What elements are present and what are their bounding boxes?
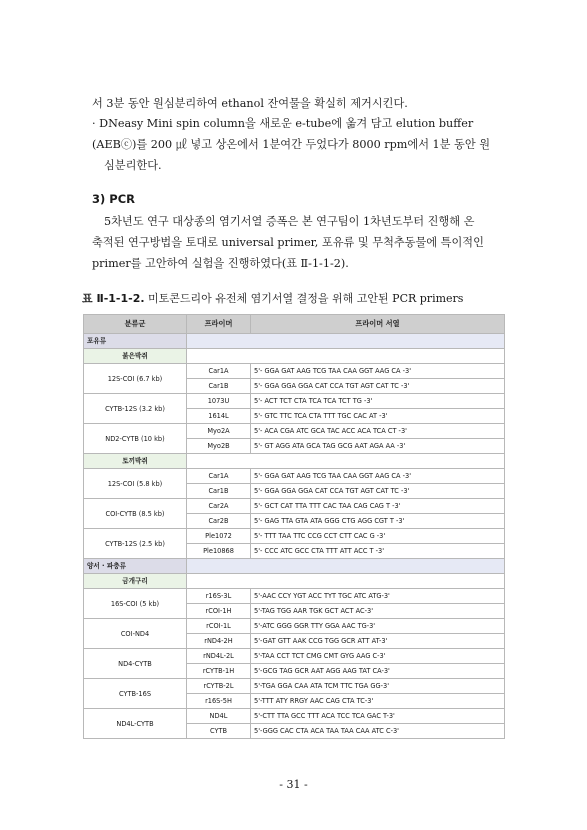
subgroup-fill-cell: [187, 349, 505, 364]
region-cell: CYTB-16S: [84, 679, 187, 709]
table-caption-text: 미토콘드리아 유전체 염기서열 결정을 위해 고안된 PCR primers: [144, 292, 464, 305]
paragraph-2-line: · DNeasy Mini spin column을 새로운 e-tube에 옮겨 담고 elution buffer: [92, 117, 474, 130]
table-caption-label: 표 Ⅱ-1-1-2.: [82, 292, 145, 305]
table-row: [84, 709, 505, 724]
table-row: [84, 469, 505, 484]
group-row: [84, 334, 505, 349]
table-caption: [82, 290, 463, 306]
header-sequence: 프라이머 서열: [251, 315, 505, 334]
group-row: [84, 559, 505, 574]
primer-sequence: 5'-GGG CAC CTA ACA TAA TAA CAA ATC C-3': [251, 724, 505, 739]
table-row: [84, 499, 505, 514]
primer-name: Ple10868: [187, 544, 251, 559]
primer-name: 1073U: [187, 394, 251, 409]
species-name: 붉은박쥐: [84, 349, 187, 364]
primer-name: Car1B: [187, 484, 251, 499]
table-row: [84, 424, 505, 439]
primer-name: Myo2B: [187, 439, 251, 454]
primer-sequence: 5'- GT AGG ATA GCA TAG GCG AAT AGA AA -3': [251, 439, 505, 454]
table-row: [84, 649, 505, 664]
paragraph-1: 서 3분 동안 원심분리하여 ethanol 잔여물을 확실히 제거시킨다.: [92, 97, 408, 110]
region-cell: CYTB-12S (2.5 kb): [84, 529, 187, 559]
group-fill-cell: [187, 559, 505, 574]
region-cell: 12S-COI (5.8 kb): [84, 469, 187, 499]
primer-table: [83, 314, 505, 739]
region-cell: CYTB-12S (3.2 kb): [84, 394, 187, 424]
region-cell: COI-ND4: [84, 619, 187, 649]
species-name: 토끼박쥐: [84, 454, 187, 469]
paragraph-3-line: 5차년도 연구 대상종의 염기서열 증폭은 본 연구팀이 1차년도부터 진행해 온: [104, 215, 475, 228]
region-cell: ND4-CYTB: [84, 649, 187, 679]
table-row: [84, 589, 505, 604]
subgroup-row: [84, 574, 505, 589]
primer-name: rCYTB-2L: [187, 679, 251, 694]
primer-name: CYTB: [187, 724, 251, 739]
primer-sequence: 5'- GGA GGA GGA CAT CCA TGT AGT CAT TC -3': [251, 379, 505, 394]
primer-name: rND4L-2L: [187, 649, 251, 664]
primer-name: rND4-2H: [187, 634, 251, 649]
primer-name: Ple1072: [187, 529, 251, 544]
region-cell: 12S-COI (6.7 kb): [84, 364, 187, 394]
table-row: [84, 679, 505, 694]
group-name: 포유류: [84, 334, 187, 349]
primer-sequence: 5'- GGA GAT AAG TCG TAA CAA GGT AAG CA -3': [251, 469, 505, 484]
table-header-row: [84, 315, 505, 334]
region-cell: ND2-CYTB (10 kb): [84, 424, 187, 454]
section-title: 3) PCR: [92, 192, 135, 206]
group-fill-cell: [187, 334, 505, 349]
primer-sequence: 5'-GAT GTT AAK CCG TGG GCR ATT AT-3': [251, 634, 505, 649]
region-cell: 16S-COI (5 kb): [84, 589, 187, 619]
primer-name: Car1A: [187, 469, 251, 484]
table-row: [84, 619, 505, 634]
table-row: [84, 529, 505, 544]
primer-sequence: 5'-TGA GGA CAA ATA TCM TTC TGA GG-3': [251, 679, 505, 694]
subgroup-row: [84, 349, 505, 364]
primer-sequence: 5'-AAC CCY YGT ACC TYT TGC ATC ATG-3': [251, 589, 505, 604]
primer-name: rCYTB-1H: [187, 664, 251, 679]
region-cell: ND4L-CYTB: [84, 709, 187, 739]
page-number: - 31 -: [279, 778, 308, 791]
primer-name: Car1B: [187, 379, 251, 394]
region-cell: COI-CYTB (8.5 kb): [84, 499, 187, 529]
subgroup-fill-cell: [187, 574, 505, 589]
primer-sequence: 5'- ACT TCT CTA TCA TCA TCT TG -3': [251, 394, 505, 409]
table-row: [84, 394, 505, 409]
primer-name: Car2B: [187, 514, 251, 529]
primer-sequence: 5'- GGA GAT AAG TCG TAA CAA GGT AAG CA -3': [251, 364, 505, 379]
table-row: [84, 364, 505, 379]
primer-name: 1614L: [187, 409, 251, 424]
primer-name: Myo2A: [187, 424, 251, 439]
primer-name: rCOI-1L: [187, 619, 251, 634]
primer-sequence: 5'- GGA GGA GGA CAT CCA TGT AGT CAT TC -3': [251, 484, 505, 499]
primer-name: Car2A: [187, 499, 251, 514]
primer-sequence: 5'-CTT TTA GCC TTT ACA TCC TCA GAC T-3': [251, 709, 505, 724]
paragraph-3-line: 축적된 연구방법을 토대로 universal primer, 포유류 및 무척추동물에 특이적인: [92, 236, 484, 249]
paragraph-2-line: (AEBⓒ)를 200 ㎕ 넣고 상온에서 1분여간 두었다가 8000 rpm에서 1분 동안 원: [92, 138, 491, 151]
group-name: 양서 · 파충류: [84, 559, 187, 574]
primer-sequence: 5'-TTT ATY RRGY AAC CAG CTA TC-3': [251, 694, 505, 709]
primer-sequence: 5'-GCG TAG GCR AAT AGG AAG TAT CA-3': [251, 664, 505, 679]
paragraph-3-line: primer를 고안하여 실험을 진행하였다(표 Ⅱ-1-1-2).: [92, 257, 349, 270]
primer-name: rCOI-1H: [187, 604, 251, 619]
primer-sequence: 5'-TAA CCT TCT CMG CMT GYG AAG C-3': [251, 649, 505, 664]
header-primer: 프라이머: [187, 315, 251, 334]
paragraph-2: [92, 113, 512, 176]
primer-name: Car1A: [187, 364, 251, 379]
primer-name: r16S-3L: [187, 589, 251, 604]
primer-sequence: 5'-ATC GGG GGR TTY GGA AAC TG-3': [251, 619, 505, 634]
paragraph-2-line: 심분리한다.: [104, 159, 162, 172]
subgroup-row: [84, 454, 505, 469]
primer-sequence: 5'- GAG TTA GTA ATA GGG CTG AGG CGT T -3': [251, 514, 505, 529]
primer-sequence: 5'- CCC ATC GCC CTA TTT ATT ACC T -3': [251, 544, 505, 559]
primer-sequence: 5'- ACA CGA ATC GCA TAC ACC ACA TCA CT -3': [251, 424, 505, 439]
primer-name: r16S-5H: [187, 694, 251, 709]
table-body: [84, 334, 505, 739]
primer-sequence: 5'-TAG TGG AAR TGK GCT ACT AC-3': [251, 604, 505, 619]
primer-sequence: 5'- GTC TTC TCA CTA TTT TGC CAC AT -3': [251, 409, 505, 424]
header-taxon: 분류군: [84, 315, 187, 334]
primer-sequence: 5'- TTT TAA TTC CCG CCT CTT CAC G -3': [251, 529, 505, 544]
paragraph-3: [92, 211, 512, 274]
subgroup-fill-cell: [187, 454, 505, 469]
species-name: 금개구리: [84, 574, 187, 589]
primer-name: ND4L: [187, 709, 251, 724]
primer-sequence: 5'- GCT CAT TTA TTT CAC TAA CAG CAG T -3': [251, 499, 505, 514]
